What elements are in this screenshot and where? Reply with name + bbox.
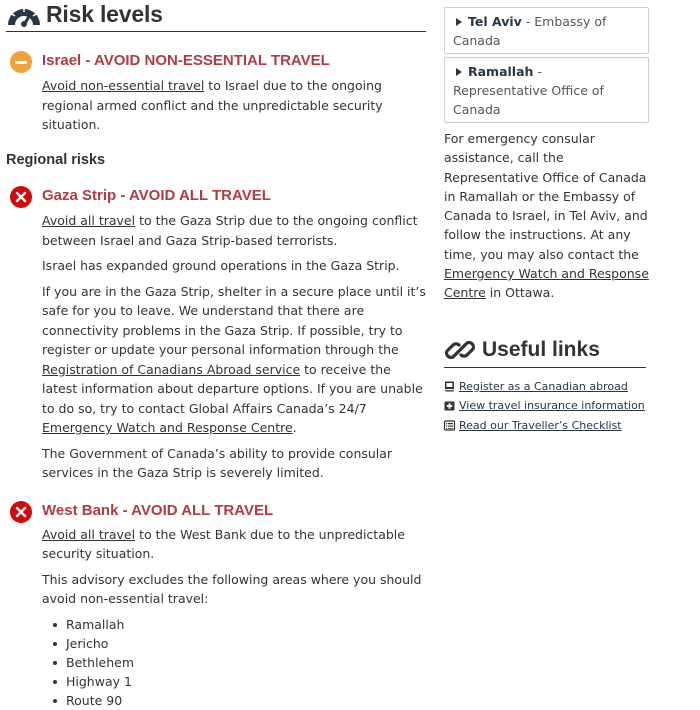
page-title: Risk levels bbox=[46, 1, 163, 28]
travel-insurance-link[interactable]: View travel insurance information bbox=[459, 399, 645, 413]
speedometer-icon bbox=[6, 4, 42, 26]
office-description: - Representative Office of Canada bbox=[453, 64, 604, 117]
travellers-checklist-link[interactable]: Read our Traveller’s Checklist bbox=[459, 418, 622, 432]
useful-links-list bbox=[444, 377, 649, 436]
header-divider bbox=[6, 31, 426, 32]
expand-triangle-icon bbox=[456, 18, 462, 26]
west-bank-paragraph-1 bbox=[42, 525, 428, 564]
contact-text-b: in Ottawa. bbox=[485, 285, 555, 301]
useful-links-title: Useful links bbox=[482, 337, 600, 361]
office-city: Ramallah bbox=[468, 64, 534, 79]
emergency-watch-link[interactable]: Emergency Watch and Response Centre bbox=[42, 420, 293, 435]
useful-links-divider bbox=[444, 367, 646, 368]
avoid-non-essential-travel-link[interactable]: Avoid non-essential travel bbox=[42, 78, 205, 93]
gaza-paragraph-1 bbox=[42, 211, 428, 250]
risk-title-gaza: Gaza Strip - AVOID ALL TRAVEL bbox=[42, 187, 271, 204]
gaza-paragraph-2: Israel has expanded ground operations in the Gaza Strip. bbox=[42, 258, 400, 273]
excluded-areas-list bbox=[42, 615, 428, 710]
west-bank-paragraph-2: This advisory excludes the following areas where you should avoid non-essential travel: bbox=[42, 571, 422, 606]
avoid-all-travel-link[interactable]: Avoid all travel bbox=[42, 526, 136, 542]
avoid-all-travel-link[interactable]: Avoid all travel bbox=[42, 213, 136, 228]
gaza-p3-text-c: . bbox=[292, 420, 297, 435]
book-icon bbox=[444, 381, 455, 392]
sidebar bbox=[444, 0, 649, 435]
gaza-paragraph-4: The Government of Canada’s ability to provide consular services in the Gaza Strip is severely limited. bbox=[42, 445, 393, 480]
gaza-p3-text-a: If you are in the Gaza Strip, shelter in a secure place until it’s safe for you to leave. We understand that there are connectivity problems in the Gaza Strip. If possible, try to register or update your personal information through the bbox=[42, 283, 426, 357]
regional-risks-heading: Regional risks bbox=[6, 151, 106, 168]
risk-gaza bbox=[6, 184, 428, 483]
office-city: Tel Aviv bbox=[468, 14, 522, 29]
list-item: Jericho bbox=[42, 634, 428, 653]
contact-text-a: For emergency consular assistance, call the Representative Office of Canada in Ramallah or the Embassy of Canada to Israel, in Tel Aviv, and follow the instructions. At any time, you may also contact the bbox=[444, 131, 648, 262]
link-icon bbox=[444, 334, 476, 366]
list-item: Bethlehem bbox=[42, 653, 428, 672]
close-icon bbox=[15, 191, 27, 203]
office-tel-aviv[interactable] bbox=[444, 7, 649, 54]
list-item: Highway 1 bbox=[42, 672, 428, 691]
gaza-paragraph-3 bbox=[42, 282, 428, 438]
list-item: Route 90 bbox=[42, 691, 428, 710]
risk-title-west-bank: West Bank - AVOID ALL TRAVEL bbox=[42, 501, 274, 519]
page-header bbox=[6, 0, 428, 30]
office-description: - Embassy of Canada bbox=[453, 14, 607, 48]
registration-canadians-abroad-link[interactable]: Registration of Canadians Abroad service bbox=[42, 361, 301, 377]
medical-kit-icon bbox=[444, 400, 455, 411]
west-bank-p1-text: to the West Bank due to the unpredictable security situation. bbox=[42, 526, 405, 561]
gaza-p1-text: to the Gaza Strip due to the ongoing conflict between Israel and Gaza Strip-based terrorists. bbox=[42, 213, 418, 248]
risk-title-israel: Israel - AVOID NON-ESSENTIAL TRAVEL bbox=[42, 52, 330, 69]
close-icon bbox=[15, 506, 27, 518]
useful-links-header bbox=[444, 333, 649, 367]
gaza-p3-text-b: to receive the latest information about departure options. If you are unable to do so, try to contact Global Affairs Canada’s 24/7 bbox=[42, 361, 423, 416]
office-ramallah[interactable] bbox=[444, 57, 649, 123]
israel-description bbox=[42, 76, 428, 135]
useful-link-item bbox=[444, 416, 649, 436]
avoid-non-essential-icon bbox=[10, 51, 32, 73]
expand-triangle-icon bbox=[456, 68, 462, 76]
emergency-watch-link[interactable]: Emergency Watch and Response Centre bbox=[444, 266, 649, 301]
avoid-all-travel-icon bbox=[10, 186, 32, 208]
avoid-all-travel-icon bbox=[10, 501, 32, 523]
list-icon bbox=[444, 420, 455, 431]
emergency-contact-text bbox=[444, 129, 649, 303]
risk-israel bbox=[6, 49, 428, 135]
main-content bbox=[6, 0, 428, 710]
list-item: Ramallah bbox=[42, 615, 428, 634]
useful-link-item bbox=[444, 377, 649, 397]
risk-west-bank bbox=[6, 499, 428, 710]
useful-link-item bbox=[444, 396, 649, 416]
register-canadian-abroad-link[interactable]: Register as a Canadian abroad bbox=[459, 379, 628, 393]
israel-text: to Israel due to the ongoing regional armed conflict and the unpredictable security situation. bbox=[42, 78, 383, 132]
